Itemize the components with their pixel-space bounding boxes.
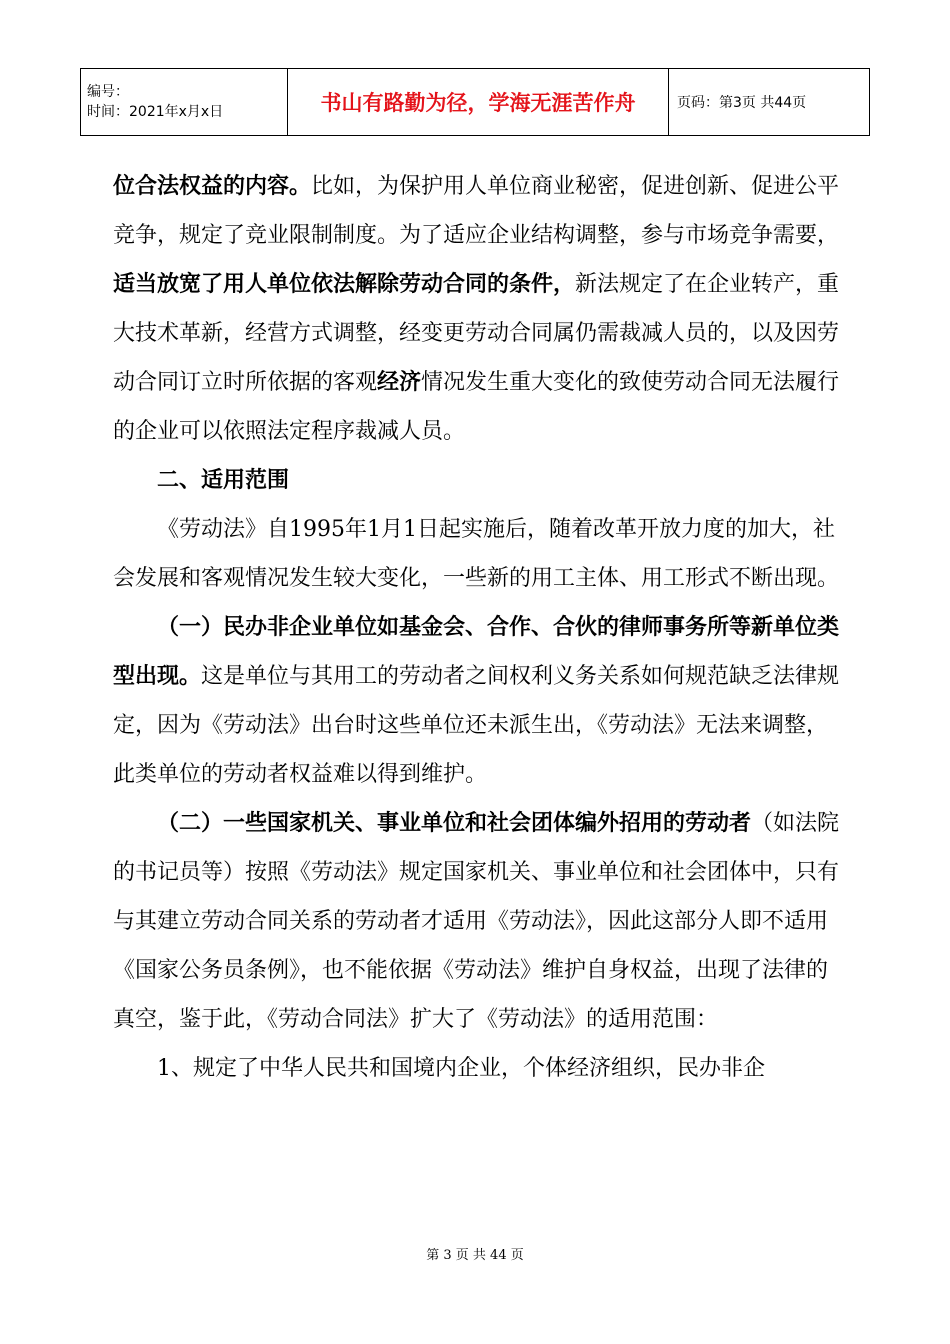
page-footer: 第 3 页 共 44 页 <box>426 1248 524 1263</box>
paragraph-3 <box>113 603 840 799</box>
paragraph-text: （如法院的书记员等）按照《劳动法》规定国家机关、事业单位和社会团体中，只有与其建立劳动合同关系的劳动者才适用《劳动法》，因此这部分人即不适用《国家公务员条例》，也不能依据《劳动法》维护自身权益，出现了法律的真空，鉴于此，《劳动合同法》扩大了《劳动法》的适用范围： <box>113 811 840 1032</box>
paragraph-text: 新法规定了在企业转产，重大技术革新，经营方式调整，经变更劳动合同属仍需裁减人员的，以及因劳动合同订立时所依据的客观 <box>113 272 840 395</box>
header-page-info: 页码：第3页 共44页 <box>669 69 870 136</box>
paragraph-text: 情况发生重大变化的致使劳动合同无法履行的企业可以依照法定程序裁减人员。 <box>113 370 840 444</box>
page-header <box>80 68 870 136</box>
date-line: 时间：2021年x月x日 <box>87 104 224 120</box>
bold-phrase: 经济 <box>377 369 422 395</box>
bold-phrase: （一）民办非企业单位如基金会、合作、合伙的律师事务所等新单位类型出现。 <box>113 614 840 689</box>
number-label: 编号： <box>87 84 129 100</box>
section-heading: 二、适用范围 <box>157 467 290 493</box>
bold-phrase: （二）一些国家机关、事业单位和社会团体编外招用的劳动者 <box>157 810 752 836</box>
paragraph-text: 比如，为保护用人单位商业秘密，促进创新、促进公平竞争，规定了竞业限制制度。为了适应企业结构调整，参与市场竞争需要， <box>113 174 840 248</box>
paragraph-4 <box>113 799 840 1044</box>
paragraph-2: 《劳动法》自1995年1月1日起实施后，随着改革开放力度的加大，社会发展和客观情况发生较大变化，一些新的用工主体、用工形式不断出现。 <box>113 517 840 591</box>
bold-phrase: 适当放宽了用人单位依法解除劳动合同的条件， <box>113 271 576 297</box>
paragraph-text: 这是单位与其用工的劳动者之间权利义务关系如何规范缺乏法律规定，因为《劳动法》出台时这些单位还未派生出，《劳动法》无法来调整，此类单位的劳动者权益难以得到维护。 <box>113 664 840 787</box>
document-body <box>113 162 840 1093</box>
header-left-cell <box>81 69 288 136</box>
paragraph-5: 1、规定了中华人民共和国境内企业，个体经济组织，民办非企 <box>157 1056 765 1081</box>
bold-phrase: 位合法权益的内容。 <box>113 173 312 199</box>
header-motto: 书山有路勤为径，学海无涯苦作舟 <box>288 69 669 136</box>
paragraph-1 <box>113 162 840 456</box>
